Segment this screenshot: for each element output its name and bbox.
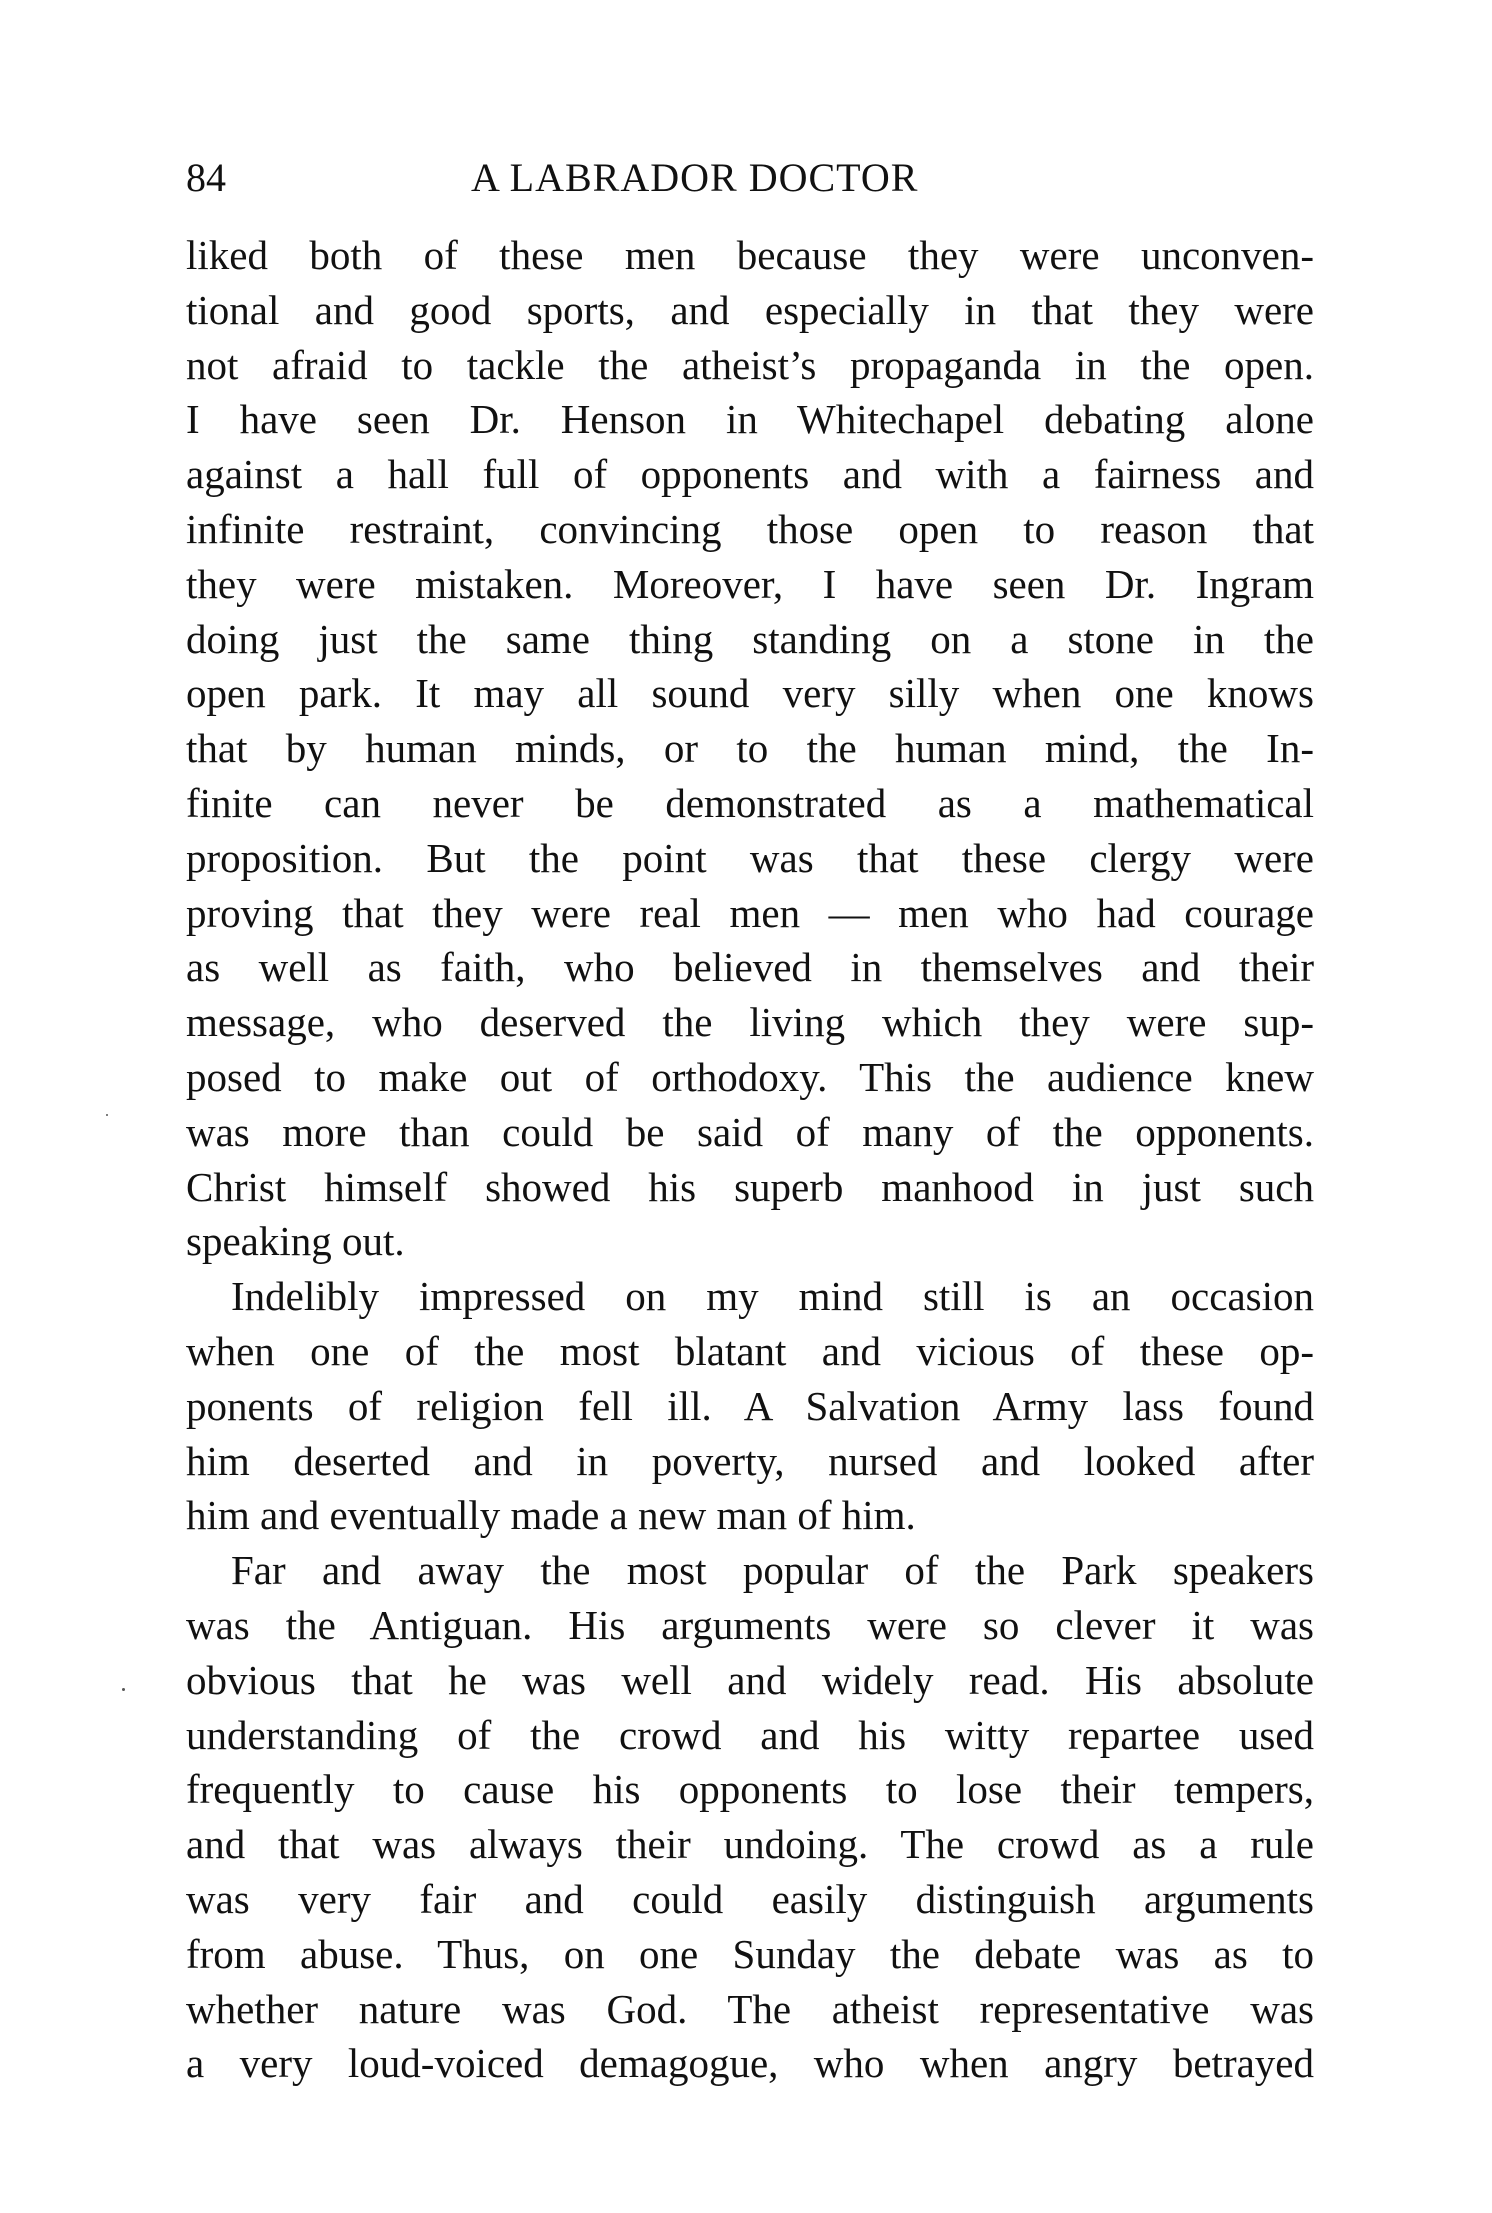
text-line: whether nature was God. The atheist representative was: [186, 1985, 1314, 2032]
text-line: against a hall full of opponents and with a fairness and: [186, 451, 1314, 498]
scan-speck: [106, 1114, 108, 1116]
text-line: as well as faith, who believed in themselves and their: [186, 944, 1314, 991]
text-line: a very loud-voiced demagogue, who when angry betrayed: [186, 2040, 1314, 2087]
text-line: him deserted and in poverty, nursed and looked after: [186, 1437, 1314, 1484]
paragraph-start-line: Far and away the most popular of the Park speakers: [231, 1547, 1314, 1594]
text-line: was very fair and could easily distinguish arguments: [186, 1875, 1314, 1922]
text-line: I have seen Dr. Henson in Whitechapel debating alone: [186, 396, 1314, 443]
text-line: ponents of religion fell ill. A Salvation Army lass found: [186, 1382, 1314, 1429]
text-line: from abuse. Thus, on one Sunday the debate was as to: [186, 1930, 1314, 1977]
text-line: frequently to cause his opponents to lose their tempers,: [186, 1766, 1314, 1813]
text-line: him and eventually made a new man of him.: [186, 1492, 916, 1539]
scan-speck: [122, 1688, 125, 1691]
text-line: Christ himself showed his superb manhood in just such: [186, 1163, 1314, 1210]
paragraph-start-line: Indelibly impressed on my mind still is an occasion: [231, 1273, 1314, 1320]
text-line: infinite restraint, convincing those open to reason that: [186, 505, 1314, 552]
text-line: finite can never be demonstrated as a mathematical: [186, 779, 1314, 826]
page-number: 84: [186, 155, 226, 200]
running-title: A LABRADOR DOCTOR: [471, 155, 919, 200]
body-text: [186, 228, 1314, 2091]
text-line: not afraid to tackle the atheist’s propaganda in the open.: [186, 341, 1314, 388]
text-line: doing just the same thing standing on a stone in the: [186, 615, 1314, 662]
text-line: that by human minds, or to the human mind, the In-: [186, 725, 1314, 772]
text-line: proposition. But the point was that these clergy were: [186, 834, 1314, 881]
page-header: [186, 148, 1314, 208]
text-line: tional and good sports, and especially in that they were: [186, 286, 1314, 333]
text-line: speaking out.: [186, 1218, 405, 1265]
text-line: liked both of these men because they were unconven-: [186, 232, 1314, 278]
text-line: posed to make out of orthodoxy. This the audience knew: [186, 1053, 1314, 1100]
text-line: was more than could be said of many of the opponents.: [186, 1108, 1314, 1155]
text-line: message, who deserved the living which they were sup-: [186, 999, 1314, 1046]
text-line: understanding of the crowd and his witty repartee used: [186, 1711, 1314, 1758]
text-line: proving that they were real men — men who had courage: [186, 889, 1314, 936]
text-line: was the Antiguan. His arguments were so clever it was: [186, 1601, 1314, 1648]
text-line: open park. It may all sound very silly when one knows: [186, 670, 1314, 717]
text-line: and that was always their undoing. The crowd as a rule: [186, 1821, 1314, 1868]
text-line: when one of the most blatant and vicious of these op-: [186, 1327, 1314, 1374]
text-line: they were mistaken. Moreover, I have seen Dr. Ingram: [186, 560, 1314, 607]
text-line: obvious that he was well and widely read. His absolute: [186, 1656, 1314, 1703]
